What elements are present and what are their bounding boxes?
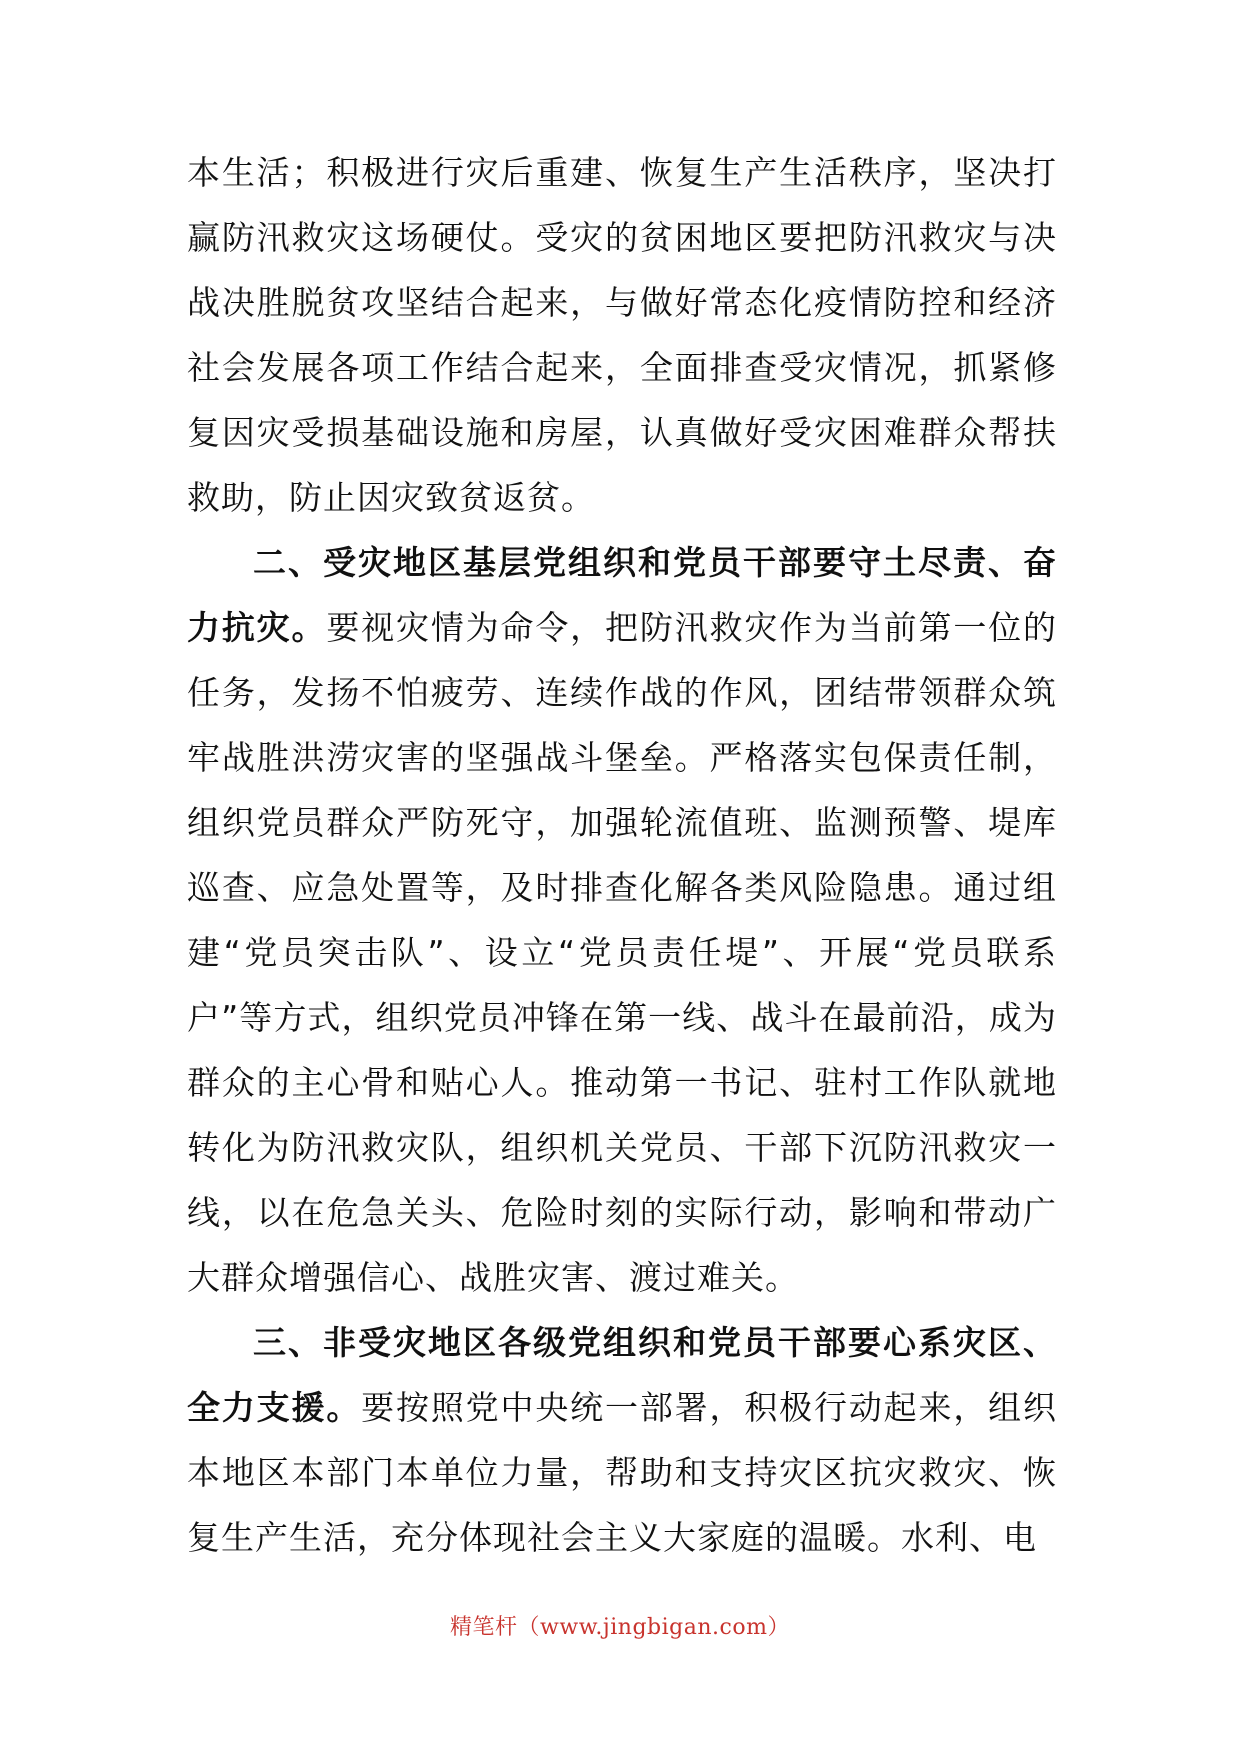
paragraph-3-text: 要按照党中央统一部署，积极行动起来，组织本地区本部门本单位力量，帮助和支持灾区抗灾救灾、恢复生产生活，充分体现社会主义大家庭的温暖。水利、电 [187,1388,1058,1557]
section-heading-3: 三、非受灾地区各级党组织和党员干部要心系灾区、全力支援。 [187,1323,1057,1427]
document-body [187,140,1057,1570]
paragraph-1-text: 本生活；积极进行灾后重建、恢复生产生活秩序，坚决打赢防汛救灾这场硬仗。受灾的贫困地区要把防汛救灾与决战决胜脱贫攻坚结合起来，与做好常态化疫情防控和经济社会发展各项工作结合起来，全面排查受灾情况，抓紧修复因灾受损基础设施和房屋，认真做好受灾困难群众帮扶救助，防止因灾致贫返贫。 [187,153,1057,517]
paragraph-1 [187,140,1057,530]
footer-watermark: 精笔杆（www.jingbigan.com） [450,1615,790,1640]
paragraph-3 [187,1310,1057,1570]
section-heading-2: 二、受灾地区基层党组织和党员干部要守土尽责、奋力抗灾。 [187,543,1057,647]
paragraph-2 [187,530,1057,1310]
paragraph-2-text: 要视灾情为命令，把防汛救灾作为当前第一位的任务，发扬不怕疲劳、连续作战的作风，团结带领群众筑牢战胜洪涝灾害的坚强战斗堡垒。严格落实包保责任制，组织党员群众严防死守，加强轮流值班、监测预警、堤库巡查、应急处置等，及时排查化解各类风险隐患。通过组建“党员突击队”、设立“党员责任堤”、开展“党员联系户”等方式，组织党员冲锋在第一线、战斗在最前沿，成为群众的主心骨和贴心人。推动第一书记、驻村工作队就地转化为防汛救灾队，组织机关党员、干部下沉防汛救灾一线，以在危急关头、危险时刻的实际行动，影响和带动广大群众增强信心、战胜灾害、渡过难关。 [187,608,1058,1297]
